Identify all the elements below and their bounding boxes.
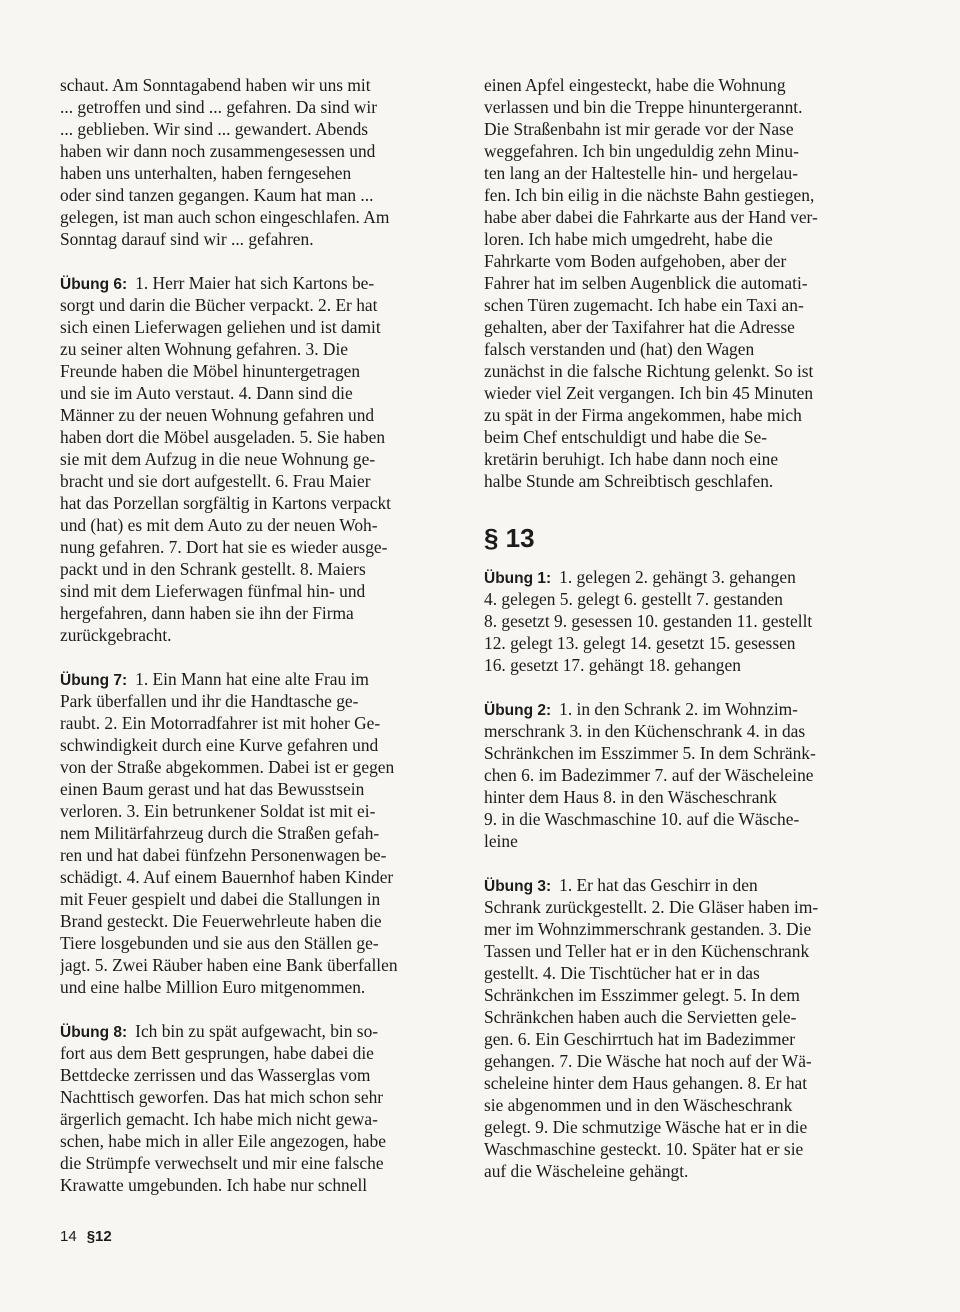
text-line: fen. Ich bin eilig in die nächste Bahn gestiegen, xyxy=(484,185,815,205)
exercise-2 xyxy=(484,698,892,852)
text-line: schwindigkeit durch eine Kurve gefahren und xyxy=(60,735,379,755)
exercise-body xyxy=(60,690,450,998)
right-column xyxy=(484,74,892,1182)
exercise-body xyxy=(484,588,892,676)
text-line: gehangen. 7. Die Wäsche hat noch auf der Wä- xyxy=(484,1051,812,1071)
text-line: und (hat) es mit dem Auto zu der neuen Woh- xyxy=(60,515,378,535)
text-line: 4. gelegen 5. gelegt 6. gestellt 7. gestanden xyxy=(484,589,783,609)
exercise-body xyxy=(484,896,892,1182)
text-line: Bettdecke zerrissen und das Wasserglas vom xyxy=(60,1065,371,1085)
text-line: Schränkchen im Esszimmer 5. In dem Schränk- xyxy=(484,743,816,763)
text-line: Sonntag darauf sind wir ... gefahren. xyxy=(60,229,314,249)
text-line: Nachttisch geworfen. Das hat mich schon sehr xyxy=(60,1087,384,1107)
text-line: Männer zu der neuen Wohnung gefahren und xyxy=(60,405,375,425)
text-line: kretärin beruhigt. Ich habe dann noch eine xyxy=(484,449,779,469)
section-heading: § 13 xyxy=(484,523,535,553)
text-line: oder sind tanzen gegangen. Kaum hat man ... xyxy=(60,185,374,205)
text-line: zunächst in die falsche Richtung gelenkt. So ist xyxy=(484,361,814,381)
text-line: gelegt. 9. Die schmutzige Wäsche hat er in die xyxy=(484,1117,808,1137)
text-line: gen. 6. Ein Geschirrtuch hat im Badezimmer xyxy=(484,1029,796,1049)
exercise-label: Übung 2: xyxy=(484,702,552,719)
text-line: schen, habe mich in aller Eile angezogen, habe xyxy=(60,1131,386,1151)
exercise-label: Übung 6: xyxy=(60,276,128,293)
page-number: 14 xyxy=(60,1228,77,1245)
text-line: bracht und sie dort aufgestellt. 6. Frau Maier xyxy=(60,471,371,491)
text-line: leine xyxy=(484,831,518,851)
text-line: Schrank zurückgestellt. 2. Die Gläser haben im- xyxy=(484,897,819,917)
text-line: gehalten, aber der Taxifahrer hat die Adresse xyxy=(484,317,795,337)
text-line: weggefahren. Ich bin ungeduldig zehn Minu- xyxy=(484,141,799,161)
text-line: sind mit dem Lieferwagen fünfmal hin- und xyxy=(60,581,366,601)
exercise-label: Übung 1: xyxy=(484,570,552,587)
exercise-label: Übung 8: xyxy=(60,1024,128,1041)
text-line: packt und in den Schrank gestellt. 8. Maiers xyxy=(60,559,366,579)
text-line: auf die Wäscheleine gehängt. xyxy=(484,1161,689,1181)
text-line: schen Türen zugemacht. Ich habe ein Taxi an- xyxy=(484,295,804,315)
text-line: 8. gesetzt 9. gesessen 10. gestanden 11. gestellt xyxy=(484,611,813,631)
text-line: beim Chef entschuldigt und habe die Se- xyxy=(484,427,768,447)
text-line: sorgt und darin die Bücher verpackt. 2. Er hat xyxy=(60,295,378,315)
page-footer xyxy=(60,1226,112,1248)
text-line: 12. gelegt 13. gelegt 14. gesetzt 15. gesessen xyxy=(484,633,796,653)
text-line: Krawatte umgebunden. Ich habe nur schnell xyxy=(60,1175,368,1195)
exercise-first-line: Übung 8: Ich bin zu spät aufgewacht, bin so- xyxy=(60,1021,379,1041)
text-line: verloren. 3. Ein betrunkener Soldat ist mit ei- xyxy=(60,801,376,821)
text-line: haben dort die Möbel ausgeladen. 5. Sie haben xyxy=(60,427,386,447)
exercise-6 xyxy=(60,272,450,646)
exercise-1 xyxy=(484,566,892,676)
text-line: nem Militärfahrzeug durch die Straßen gefah- xyxy=(60,823,380,843)
text-line: verlassen und bin die Treppe hinuntergerannt. xyxy=(484,97,803,117)
exercise-first-line: Übung 7: 1. Ein Mann hat eine alte Frau im xyxy=(60,669,369,689)
exercise-first-line: Übung 6: 1. Herr Maier hat sich Kartons be- xyxy=(60,273,375,293)
text-line: Freunde haben die Möbel hinuntergetragen xyxy=(60,361,361,381)
text-line: ten lang an der Haltestelle hin- und hergelau- xyxy=(484,163,799,183)
text-line: 16. gesetzt 17. gehängt 18. gehangen xyxy=(484,655,741,675)
exercise-body xyxy=(60,294,450,646)
text-line: sie abgenommen und in den Wäscheschrank xyxy=(484,1095,793,1115)
text-line: loren. Ich habe mich umgedreht, habe die xyxy=(484,229,773,249)
text-line: zu spät in der Firma angekommen, habe mich xyxy=(484,405,802,425)
text-line: Brand gesteckt. Die Feuerwehrleute haben die xyxy=(60,911,382,931)
footer-section: §12 xyxy=(86,1228,112,1245)
text-line: gestellt. 4. Die Tischtücher hat er in das xyxy=(484,963,760,983)
text-line: merschrank 3. in den Küchenschrank 4. in das xyxy=(484,721,806,741)
exercise-first-line: Übung 2: 1. in den Schrank 2. im Wohnzim- xyxy=(484,699,798,719)
text-line: von der Straße abgekommen. Dabei ist er gegen xyxy=(60,757,395,777)
text-line: chen 6. im Badezimmer 7. auf der Wäscheleine xyxy=(484,765,814,785)
text-line: ... getroffen und sind ... gefahren. Da sind wir xyxy=(60,97,377,117)
text-line: Fahrkarte vom Boden aufgehoben, aber der xyxy=(484,251,787,271)
text-line: Tiere losgebunden und sie aus den Ställen ge- xyxy=(60,933,379,953)
text-line: mit Feuer gespielt und dabei die Stallungen in xyxy=(60,889,381,909)
text-line: einen Apfel eingesteckt, habe die Wohnung xyxy=(484,75,786,95)
text-line: hergefahren, dann haben sie ihn der Firma xyxy=(60,603,354,623)
left-column xyxy=(60,74,450,1196)
exercise-first-line: Übung 1: 1. gelegen 2. gehängt 3. gehangen xyxy=(484,567,796,587)
text-line: sich einen Lieferwagen geliehen und ist damit xyxy=(60,317,381,337)
text-line: Die Straßenbahn ist mir gerade vor der Nase xyxy=(484,119,794,139)
text-line: einen Baum gerast und hat das Bewusstsein xyxy=(60,779,365,799)
text-line: 9. in die Waschmaschine 10. auf die Wäsche- xyxy=(484,809,800,829)
exercise-label: Übung 7: xyxy=(60,672,128,689)
text-line: Schränkchen haben auch die Servietten gele- xyxy=(484,1007,797,1027)
exercise-3 xyxy=(484,874,892,1182)
text-line: habe aber dabei die Fahrkarte aus der Hand ver- xyxy=(484,207,818,227)
text-line: haben wir dann noch zusammengesessen und xyxy=(60,141,376,161)
text-line: scheleine hinter dem Haus gehangen. 8. Er hat xyxy=(484,1073,808,1093)
text-line: und sie im Auto verstaut. 4. Dann sind die xyxy=(60,383,353,403)
exercise-body xyxy=(484,720,892,852)
text-line: Tassen und Teller hat er in den Küchenschrank xyxy=(484,941,810,961)
text-line: raubt. 2. Ein Motorradfahrer ist mit hoher Ge- xyxy=(60,713,381,733)
text-line: mer im Wohnzimmerschrank gestanden. 3. Die xyxy=(484,919,812,939)
text-line: ärgerlich gemacht. Ich habe mich nicht gewa- xyxy=(60,1109,378,1129)
text-line: nung gefahren. 7. Dort hat sie es wieder ausge- xyxy=(60,537,388,557)
text-line: jagt. 5. Zwei Räuber haben eine Bank überfallen xyxy=(60,955,398,975)
intro-paragraph xyxy=(60,74,450,250)
exercise-7 xyxy=(60,668,450,998)
text-line: ren und hat dabei fünfzehn Personenwagen be- xyxy=(60,845,387,865)
text-line: hat das Porzellan sorgfältig in Kartons verpackt xyxy=(60,493,391,513)
text-line: Schränkchen im Esszimmer gelegt. 5. In dem xyxy=(484,985,800,1005)
text-line: haben uns unterhalten, haben ferngesehen xyxy=(60,163,352,183)
text-line: ... geblieben. Wir sind ... gewandert. Abends xyxy=(60,119,369,139)
text-line: wieder viel Zeit vergangen. Ich bin 45 Minuten xyxy=(484,383,814,403)
text-line: Waschmaschine gesteckt. 10. Später hat er sie xyxy=(484,1139,804,1159)
exercise-label: Übung 3: xyxy=(484,878,552,895)
exercise-first-line: Übung 3: 1. Er hat das Geschirr in den xyxy=(484,875,758,895)
text-line: und eine halbe Million Euro mitgenommen. xyxy=(60,977,366,997)
text-line: halbe Stunde am Schreibtisch geschlafen. xyxy=(484,471,774,491)
exercise-body xyxy=(60,1042,450,1196)
text-line: falsch verstanden und (hat) den Wagen xyxy=(484,339,755,359)
text-line: schädigt. 4. Auf einem Bauernhof haben Kinder xyxy=(60,867,394,887)
text-line: hinter dem Haus 8. in den Wäscheschrank xyxy=(484,787,777,807)
continued-paragraph xyxy=(484,74,892,492)
exercise-8 xyxy=(60,1020,450,1196)
text-line: fort aus dem Bett gesprungen, habe dabei die xyxy=(60,1043,374,1063)
text-line: Fahrer hat im selben Augenblick die automati- xyxy=(484,273,808,293)
text-line: zurückgebracht. xyxy=(60,625,172,645)
text-line: schaut. Am Sonntagabend haben wir uns mit xyxy=(60,75,371,95)
text-line: gelegen, ist man auch schon eingeschlafen. Am xyxy=(60,207,390,227)
text-line: Park überfallen und ihr die Handtasche ge- xyxy=(60,691,359,711)
text-line: zu seiner alten Wohnung gefahren. 3. Die xyxy=(60,339,349,359)
text-line: die Strümpfe verwechselt und mir eine falsche xyxy=(60,1153,384,1173)
text-line: sie mit dem Aufzug in die neue Wohnung ge- xyxy=(60,449,376,469)
